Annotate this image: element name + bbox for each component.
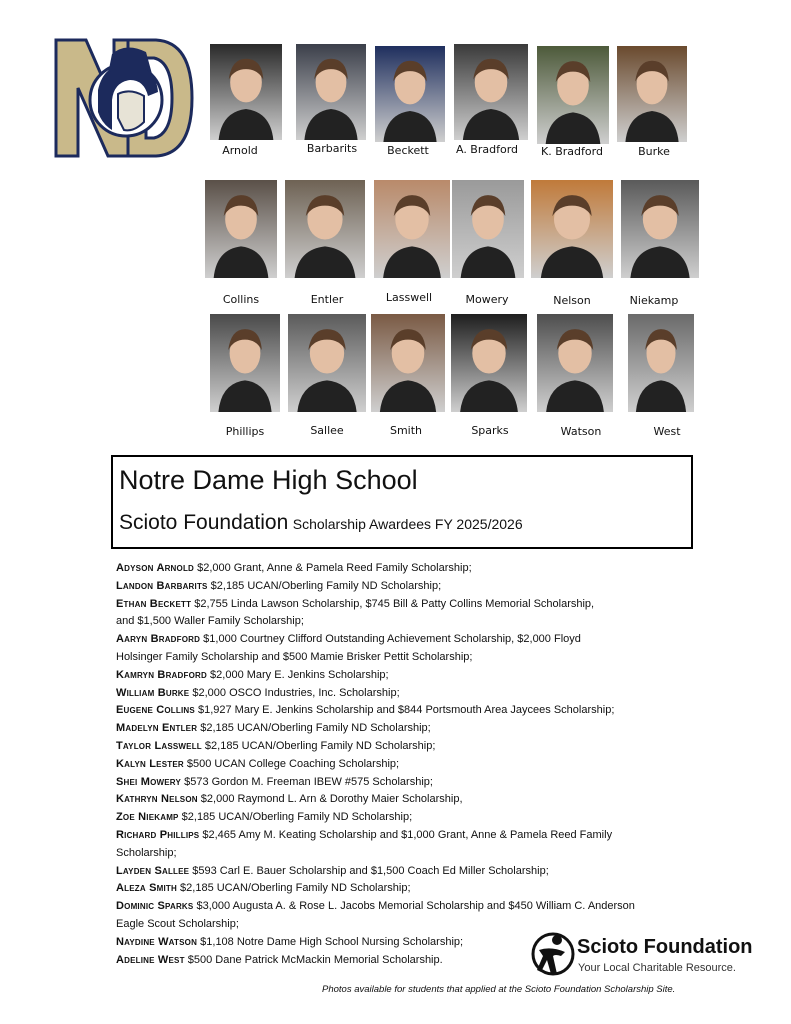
award-line bbox=[116, 845, 716, 863]
award-line bbox=[116, 578, 716, 596]
subtitle-line bbox=[119, 511, 523, 535]
award-text: Scholarship; bbox=[116, 846, 177, 859]
award-student-name: Landon Barbarits bbox=[116, 579, 208, 592]
award-line bbox=[116, 756, 716, 774]
award-student-name: Naydine Watson bbox=[116, 935, 198, 948]
award-student-name: Layden Sallee bbox=[116, 864, 190, 877]
photo-caption: A. Bradford bbox=[455, 143, 519, 156]
award-text: $2,185 UCAN/Oberling Family ND Scholarship; bbox=[176, 882, 411, 895]
award-text: $2,185 UCAN/Oberling Family ND Scholarship; bbox=[197, 722, 431, 735]
award-text: and $1,500 Waller Family Scholarship; bbox=[116, 615, 304, 628]
award-line bbox=[116, 720, 716, 738]
photo-caption: Niekamp bbox=[629, 294, 679, 307]
student-photo bbox=[617, 46, 687, 142]
award-text: $3,000 Augusta A. & Rose L. Jacobs Memorial Scholarship and $450 William C. Anderson bbox=[193, 900, 635, 913]
foundation-name: Scioto Foundation bbox=[119, 511, 289, 534]
student-photo bbox=[531, 180, 613, 278]
award-line bbox=[116, 863, 716, 881]
award-text: $1,000 Courtney Clifford Outstanding Achievement Scholarship, $2,000 Floyd bbox=[200, 633, 581, 646]
award-text: $2,755 Linda Lawson Scholarship, $745 Bill & Patty Collins Memorial Scholarship, bbox=[191, 597, 595, 610]
award-text: $2,000 Mary E. Jenkins Scholarship; bbox=[206, 668, 389, 681]
student-photo bbox=[285, 180, 365, 278]
photo-caption: Arnold bbox=[222, 144, 258, 157]
photo-caption: Mowery bbox=[465, 293, 509, 306]
photo-caption: K. Bradford bbox=[541, 145, 603, 158]
student-photo bbox=[537, 46, 609, 144]
award-student-name: Dominic Sparks bbox=[116, 900, 194, 913]
photo-caption: Phillips bbox=[225, 425, 265, 438]
award-student-name: Adeline West bbox=[116, 953, 185, 966]
subtitle: Scholarship Awardees FY 2025/2026 bbox=[292, 516, 523, 532]
photo-caption: Sallee bbox=[310, 424, 344, 437]
award-line bbox=[116, 685, 716, 703]
award-line bbox=[116, 898, 716, 916]
title-box bbox=[111, 455, 693, 549]
award-text: $2,185 UCAN/Oberling Family ND Scholarship; bbox=[207, 579, 442, 592]
photo-caption: Entler bbox=[310, 293, 344, 306]
photo-caption: West bbox=[653, 425, 681, 438]
photo-caption: Beckett bbox=[387, 144, 429, 157]
photo-caption: Sparks bbox=[471, 424, 509, 437]
student-photo bbox=[628, 314, 694, 412]
award-student-name: Taylor Lasswell bbox=[116, 739, 202, 752]
award-text: $2,000 Grant, Anne & Pamela Reed Family Scholarship; bbox=[194, 562, 472, 574]
award-text: $500 Dane Patrick McMackin Memorial Scholarship. bbox=[184, 953, 443, 966]
scioto-foundation-logo bbox=[531, 930, 751, 980]
sf-logo-name: Scioto Foundation bbox=[577, 936, 753, 958]
student-photo bbox=[537, 314, 613, 412]
award-text: $593 Carl E. Bauer Scholarship and $1,500 Coach Ed Miller Scholarship; bbox=[189, 864, 549, 877]
award-text: $2,000 Raymond L. Arn & Dorothy Maier Scholarship, bbox=[197, 793, 463, 806]
photo-caption: Barbarits bbox=[306, 142, 358, 155]
student-photo bbox=[454, 44, 528, 140]
award-student-name: Eugene Collins bbox=[116, 704, 195, 717]
award-line bbox=[116, 827, 716, 845]
award-text: $500 UCAN College Coaching Scholarship; bbox=[183, 757, 400, 770]
award-student-name: Zoe Niekamp bbox=[116, 811, 179, 824]
award-student-name: William Burke bbox=[116, 686, 190, 699]
award-line bbox=[116, 702, 716, 720]
award-text: $1,927 Mary E. Jenkins Scholarship and $844 Portsmouth Area Jaycees Scholarship; bbox=[194, 704, 615, 717]
award-text: $2,465 Amy M. Keating Scholarship and $1,000 Grant, Anne & Pamela Reed Family bbox=[199, 828, 613, 841]
photo-caption: Burke bbox=[638, 145, 670, 158]
student-photo bbox=[205, 180, 277, 278]
student-photo bbox=[375, 46, 445, 142]
school-name: Notre Dame High School bbox=[119, 465, 418, 495]
award-text: $1,108 Notre Dame High School Nursing Scholarship; bbox=[197, 935, 464, 948]
award-student-name: Kathryn Nelson bbox=[116, 793, 198, 806]
student-photo bbox=[451, 314, 527, 412]
student-photo bbox=[374, 180, 450, 278]
student-photo bbox=[210, 314, 280, 412]
award-line bbox=[116, 613, 716, 631]
award-line bbox=[116, 791, 716, 809]
footer-note: Photos available for students that applied at the Scioto Foundation Scholarship Site. bbox=[322, 984, 676, 995]
scioto-person-logo-icon bbox=[531, 930, 575, 978]
student-photo bbox=[210, 44, 282, 140]
photo-caption: Smith bbox=[389, 424, 423, 437]
award-line bbox=[116, 596, 716, 614]
award-student-name: Kamryn Bradford bbox=[116, 668, 207, 681]
award-student-name: Ethan Beckett bbox=[116, 597, 192, 610]
award-line bbox=[116, 738, 716, 756]
award-text: $573 Gordon M. Freeman IBEW #575 Scholarship; bbox=[181, 775, 433, 788]
award-student-name: Shei Mowery bbox=[116, 775, 182, 788]
student-photo bbox=[288, 314, 366, 412]
photo-caption: Lasswell bbox=[385, 291, 433, 304]
award-text: $2,185 UCAN/Oberling Family ND Scholarship; bbox=[201, 739, 436, 752]
award-line bbox=[116, 809, 716, 827]
award-student-name: Adyson Arnold bbox=[116, 562, 195, 574]
student-photo bbox=[621, 180, 699, 278]
award-line bbox=[116, 774, 716, 792]
award-student-name: Aleza Smith bbox=[116, 882, 177, 895]
sf-logo-tagline: Your Local Charitable Resource. bbox=[578, 962, 736, 974]
award-student-name: Richard Phillips bbox=[116, 828, 200, 841]
student-photo bbox=[371, 314, 445, 412]
award-text: $2,185 UCAN/Oberling Family ND Scholarship; bbox=[178, 811, 413, 824]
award-student-name: Madelyn Entler bbox=[116, 722, 198, 735]
award-student-name: Kalyn Lester bbox=[116, 757, 184, 770]
award-line bbox=[116, 560, 716, 578]
student-photo bbox=[296, 44, 366, 140]
awards-list bbox=[116, 560, 716, 969]
award-student-name: Aaryn Bradford bbox=[116, 633, 201, 646]
photo-caption: Collins bbox=[222, 293, 260, 306]
award-text: Holsinger Family Scholarship and $500 Mamie Brisker Pettit Scholarship; bbox=[116, 650, 473, 663]
award-text: Eagle Scout Scholarship; bbox=[116, 917, 239, 930]
award-line bbox=[116, 631, 716, 649]
award-line bbox=[116, 649, 716, 667]
student-photo bbox=[452, 180, 524, 278]
award-line bbox=[116, 880, 716, 898]
award-line bbox=[116, 667, 716, 685]
photo-caption: Nelson bbox=[553, 294, 591, 307]
photo-caption: Watson bbox=[560, 425, 602, 438]
nd-spartan-logo-icon bbox=[52, 34, 194, 162]
award-text: $2,000 OSCO Industries, Inc. Scholarship; bbox=[189, 686, 400, 699]
